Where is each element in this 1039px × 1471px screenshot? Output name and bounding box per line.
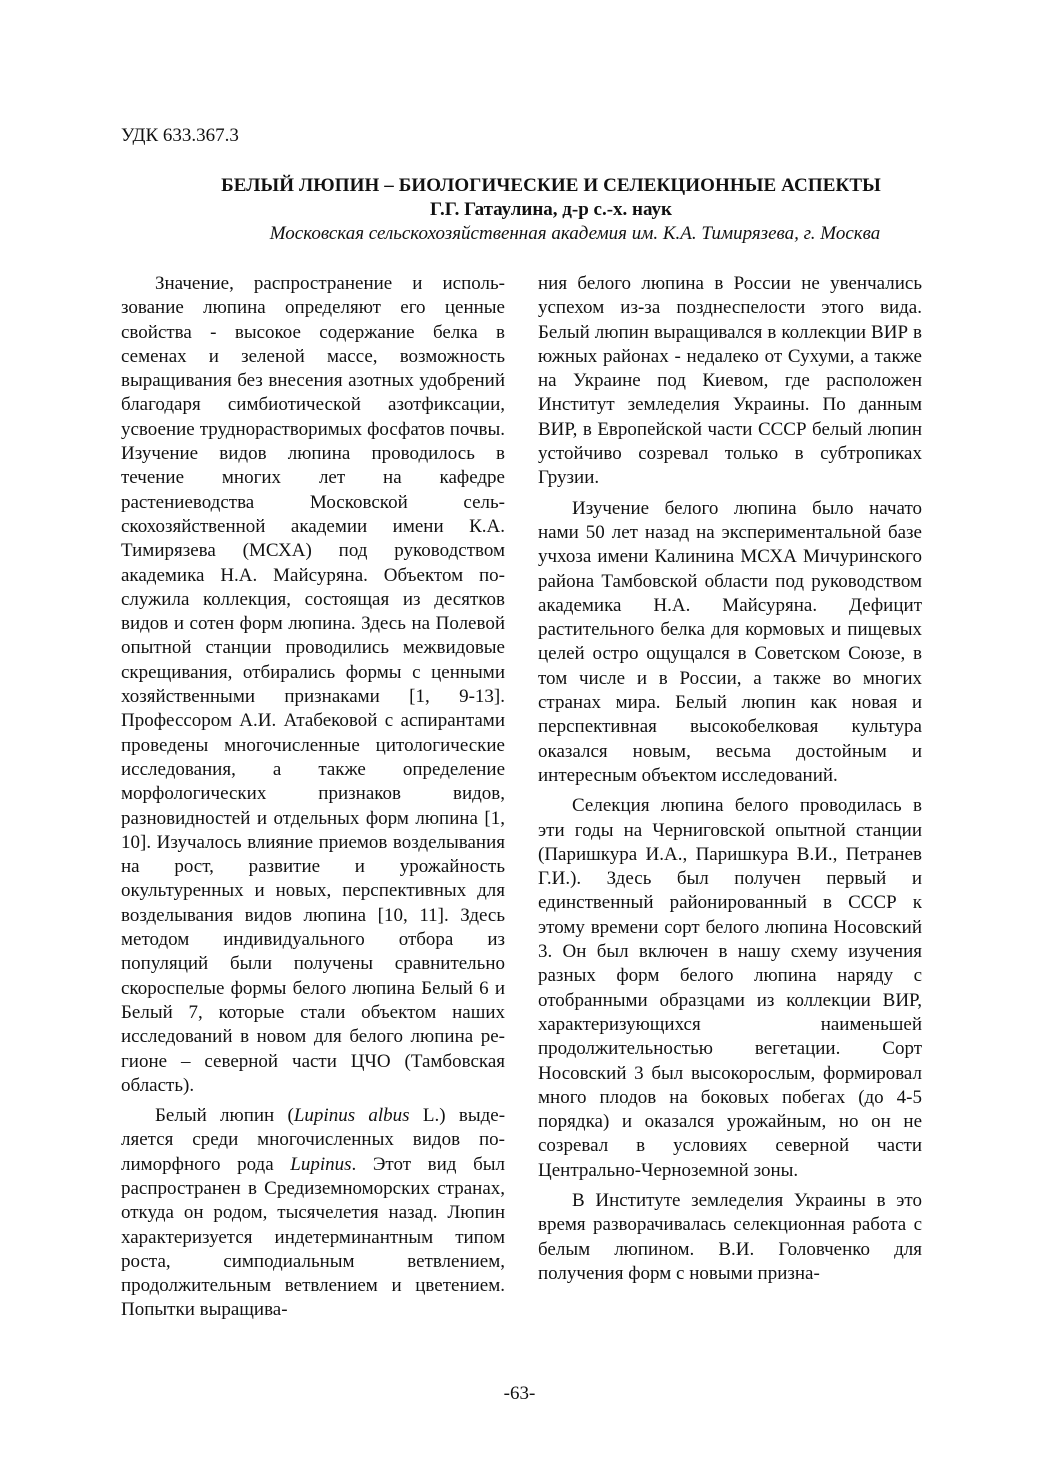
genus-name: Lupinus: [290, 1153, 352, 1175]
species-name: Lupinus albus: [293, 1105, 410, 1127]
udc-code: УДК 633.367.3: [121, 125, 239, 146]
affiliation-line: Московская сельскохозяйственная академия им. К.А. Тимирязева, г. Москва: [269, 223, 881, 244]
paragraph: [121, 1104, 505, 1323]
text-run: L.) выделяется среди многочисленных видов полиморфного рода: [121, 1105, 506, 1175]
author-line: Г.Г. Гатаулина, д-р с.-х. наук: [430, 199, 672, 220]
text-run: . Этот вид был распространен в Средиземноморских странах, откуда он родом, тысячелетия назад. Люпин характеризуется индетерминантным типом роста, симподиальным ветвлением, продолжительным ветвлением и цветением. Попытки выращива-: [121, 1153, 505, 1321]
paragraph: Селекция люпина белого проводилась в эти годы на Черниговской опытной станции (Паришкура И.А., Паришкура В.И., Петранев Г.И.). Здесь был получен первый и единственный районированный в СССР к этому времени сорт белого люпина Носовский 3. Он был включен в нашу схему изучения разных форм белого люпина наряду с отобранными образцами из коллекции ВИР, характеризующихся наименьшей продолжительностью вегетации. Сорт Носовский 3 был высокорослым, формировал много плодов на боковых побегах (до 4-5 порядка) и оказался урожайным, но он не созревал в условиях северной части Центрально-Черноземной зоны.: [538, 795, 922, 1181]
paragraph: В Институте земледелия Украины в это время разворачивалась селекционная работа с белым люпином. В.И. Головченко для получения форм с новыми призна-: [538, 1189, 922, 1284]
left-column: [121, 272, 505, 1323]
paragraph: ния белого люпина в России не увенчались успехом из-за позднеспелости этого вида. Белый люпин выращивался в коллекции ВИР в южных районах - недалеко от Сухуми, а также на Украине под Киевом, где расположен Институт земледелия Украины. По данным ВИР, в Европейской части СССР белый люпин устойчиво созревал только в субтропиках Грузии.: [538, 273, 922, 489]
paragraph: Изучение белого люпина было начато нами 50 лет назад на экспериментальной базе учхоза имени Калинина МСХА Мичуринского района Тамбовской области под руководством академика Н.А. Майсуряна. Дефицит растительного белка для кормовых и пищевых целей остро ощущался в Советском Союзе, в том числе и в России, а также во многих странах мира. Белый люпин как новая и перспективная высокобелковая культура оказался новым, весьма достойным и интересным объектом исследований.: [538, 497, 922, 786]
page-number: -63-: [503, 1383, 536, 1404]
article-title: БЕЛЫЙ ЛЮПИН – БИОЛОГИЧЕСКИЕ И СЕЛЕКЦИОННЫЕ АСПЕКТЫ: [221, 175, 881, 196]
paragraph: Значение, распространение и использование люпина определяют его ценные свойства - высокое содержание белка в семенах и зеленой массе, возможность выращивания без внесения азотных удобрений благодаря симбиотической азотфиксации, усвоение труднорастворимых фосфатов почвы. Изучение видов люпина проводилось в течение многих лет на кафедре растениеводства Московской сельскохозяйственной академии имени К.А. Тимирязева (МСХА) под руководством академика Н.А. Майсуряна. Объектом послужила коллекция, состоящая из десятков видов и сотен форм люпина. Здесь на Полевой опытной станции проводились межвидовые скрещивания, отбирались формы с ценными хозяйственными признаками [1, 9-13]. Профессором А.И. Атабековой с аспирантами проведены многочисленные цитологические исследования, а также определение морфологических признаков видов, разновидностей и отдельных форм люпина [1, 10]. Изучалось влияние приемов возделывания на рост, развитие и урожайность окультуренных и новых, перспективных для возделывания видов люпина [10, 11]. Здесь методом индивидуального отбора из популяций были получены сравнительно скороспелые формы белого люпина Белый 6 и Белый 7, которые стали объектом наших исследований в новом для белого люпина регионе – северной части ЦЧО (Тамбовская область).: [121, 273, 505, 1096]
right-column: [538, 272, 922, 1286]
text-run: Белый люпин (: [155, 1105, 294, 1127]
